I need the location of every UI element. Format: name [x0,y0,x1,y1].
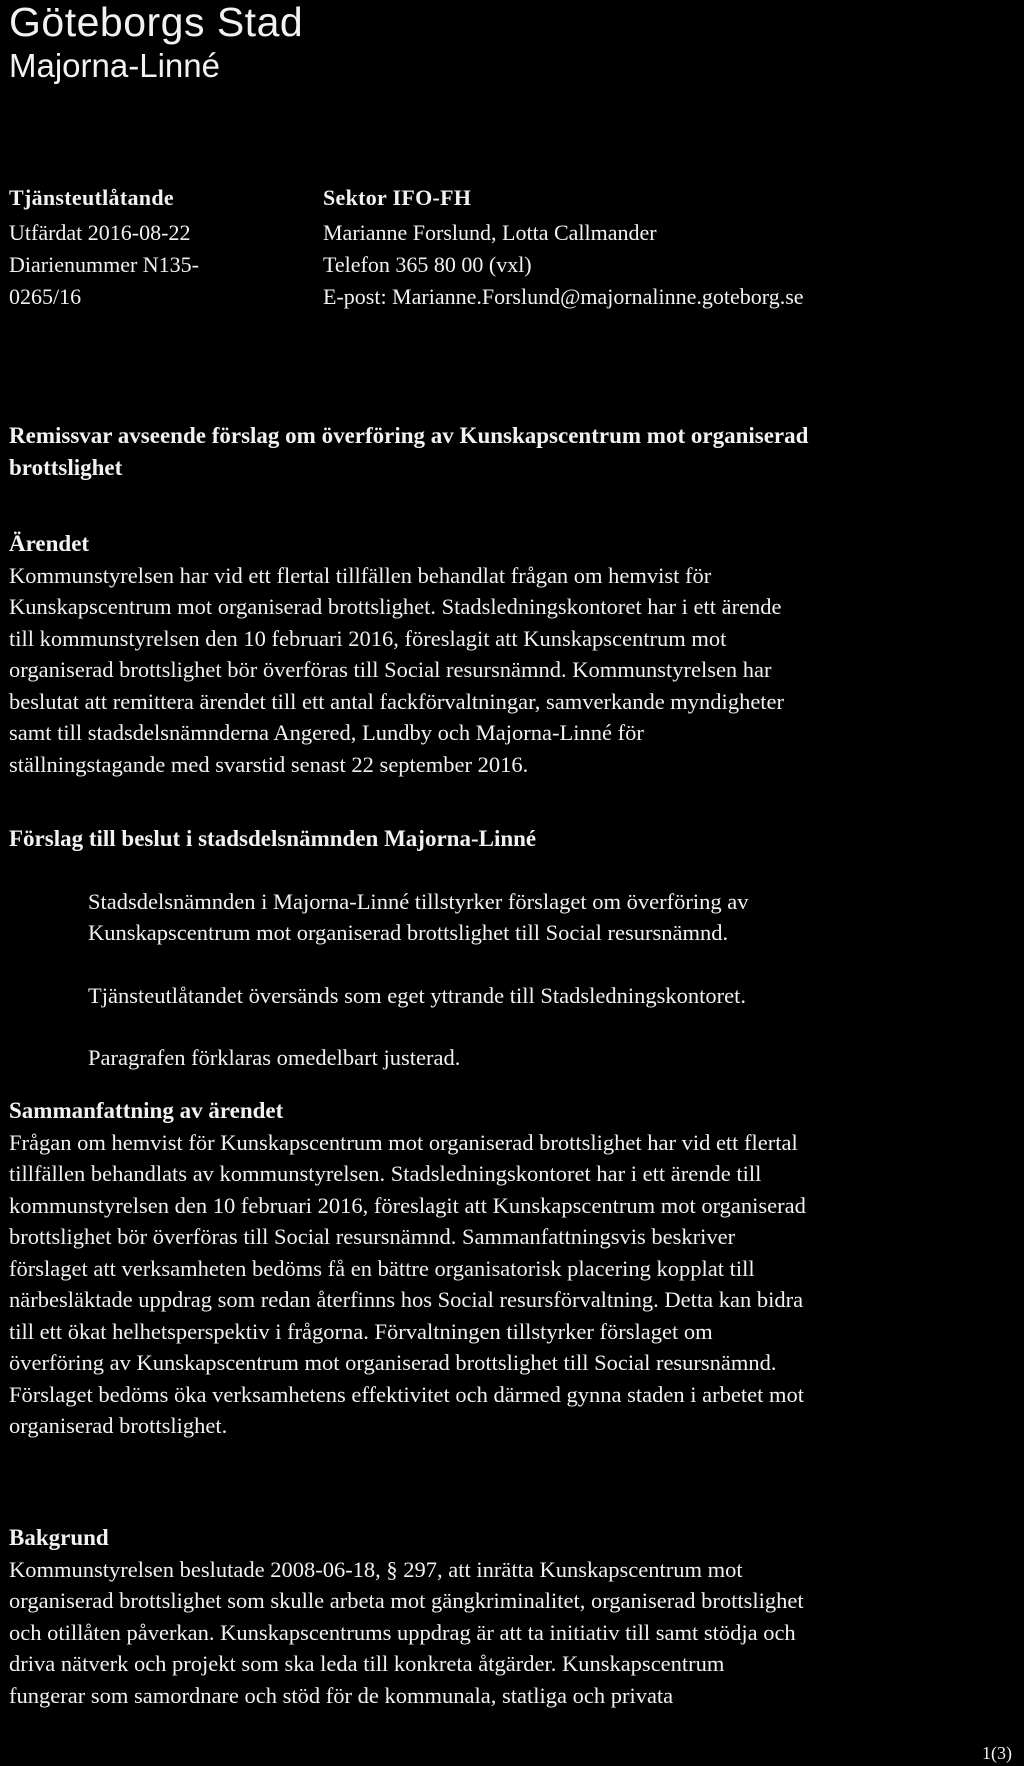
organization-unit: Majorna-Linné [9,47,220,84]
paragraph-line: Kommunstyrelsen beslutade 2008-06-18, § 297, att inrätta Kunskapscentrum mot [9,1556,743,1582]
paragraph-line: driva nätverk och projekt som ska leda till konkreta åtgärder. Kunskapscentrum [9,1651,725,1676]
document-title [9,420,1021,484]
paragraph-line: organiserad brottslighet. [9,1413,228,1438]
paragraph-line: Frågan om hemvist för Kunskapscentrum mot organiserad brottslighet har vid ett flertal [9,1129,798,1155]
organization-name: Göteborgs Stad [9,0,304,45]
paragraph-line: organiserad brottslighet bör överföras till Social resursnämnd. Kommunstyrelsen har [9,657,772,682]
section-heading-proposal: Förslag till beslut i stadsdelsnämnden Majorna-Linné [9,826,537,851]
section-summary [9,1095,1021,1442]
paragraph-line: fungerar som samordnare och stöd för de kommunala, statliga och privata [9,1682,674,1708]
paragraph-line: brottslighet bör överföras till Social resursnämnd. Sammanfattningsvis beskriver [9,1224,736,1249]
paragraph-line: kommunstyrelsen den 10 februari 2016, föreslagit att Kunskapscentrum mot organiserad [9,1192,806,1218]
proposal-paragraph-line: Kunskapscentrum mot organiserad brottslighet till Social resursnämnd. [88,920,729,945]
document-title-line2: brottslighet [9,455,123,480]
paragraph-line: och otillåten påverkan. Kunskapscentrums uppdrag är att ta initiativ till samt stödja och [9,1619,796,1645]
paragraph-line: förslaget att verksamheten bedöms få en bättre organisatorisk placering kopplat till [9,1255,755,1281]
paragraph-line: beslutat att remittera ärendet till ett antal fackförvaltningar, samverkande myndigheter [9,688,785,714]
sector-contact-block [323,182,1013,313]
organization-header [9,0,303,84]
paragraph-line: ställningstagande med svarstid senast 22 september 2016. [9,751,529,777]
paragraph-line: Kommunstyrelsen har vid ett flertal tillfällen behandlat frågan om hemvist för [9,562,712,588]
section-heading-summary: Sammanfattning av ärendet [9,1098,284,1123]
paragraph-line: samt till stadsdelsnämnderna Angered, Lundby och Majorna-Linné för [9,720,644,745]
issued-date: Utfärdat 2016-08-22 [9,220,191,245]
contact-email: E-post: Marianne.Forslund@majornalinne.goteborg.se [323,284,804,309]
section-arendet [9,528,1021,780]
document-type-label: Tjänsteutlåtande [9,185,174,210]
section-background [9,1522,1021,1711]
paragraph-line: organiserad brottslighet som skulle arbeta mot gängkriminalitet, organiserad brottslighet [9,1588,804,1613]
document-metadata [9,182,319,313]
document-title-line1: Remissvar avseende förslag om överföring av Kunskapscentrum mot organiserad [9,423,809,448]
section-heading-arendet: Ärendet [9,531,90,556]
paragraph-line: överföring av Kunskapscentrum mot organiserad brottslighet till Social resursnämnd. [9,1350,777,1375]
diary-number-line1: Diarienummer N135- [9,252,199,277]
paragraph-line: tillfällen behandlats av kommunstyrelsen. Stadsledningskontoret har i ett ärende till [9,1161,762,1186]
proposal-paragraph-line: Stadsdelsnämnden i Majorna-Linné tillstyrker förslaget om överföring av [88,888,749,914]
sector-label: Sektor IFO-FH [323,185,472,210]
proposal-paragraph: Tjänsteutlåtandet översänds som eget yttrande till Stadsledningskontoret. [88,982,746,1008]
paragraph-line: till kommunstyrelsen den 10 februari 2016, föreslagit att Kunskapscentrum mot [9,625,727,651]
paragraph-line: närbesläktade uppdrag som redan återfinns hos Social resursförvaltning. Detta kan bidra [9,1287,804,1312]
contact-names: Marianne Forslund, Lotta Callmander [323,220,657,245]
paragraph-line: till ett ökat helhetsperspektiv i frågorna. Förvaltningen tillstyrker förslaget om [9,1318,713,1344]
paragraph-line: Kunskapscentrum mot organiserad brottslighet. Stadsledningskontoret har i ett ärende [9,594,782,619]
page-number: 1(3) [982,1743,1012,1763]
contact-phone: Telefon 365 80 00 (vxl) [323,252,532,277]
section-proposal [9,823,1021,1074]
proposal-paragraph: Paragrafen förklaras omedelbart justerad. [88,1045,461,1070]
paragraph-line: Förslaget bedöms öka verksamhetens effektivitet och därmed gynna staden i arbetet mot [9,1381,804,1407]
section-heading-background: Bakgrund [9,1525,109,1550]
diary-number-line2: 0265/16 [9,284,82,309]
